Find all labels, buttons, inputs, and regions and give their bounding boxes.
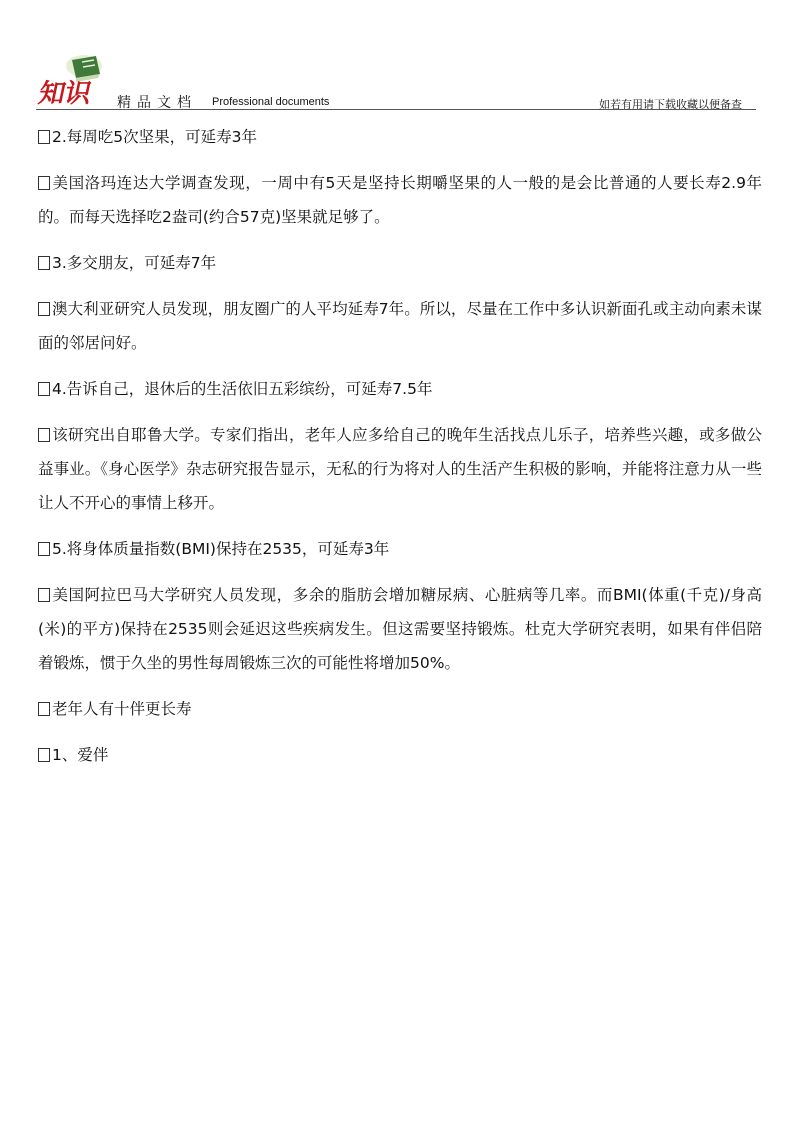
paragraph: 4.告诉自己，退休后的生活依旧五彩缤纷，可延寿7.5年 bbox=[38, 372, 762, 406]
checkbox-glyph-icon bbox=[38, 588, 50, 602]
paragraph: 老年人有十伴更长寿 bbox=[38, 692, 762, 726]
paragraph: 5.将身体质量指数(BMI)保持在2535，可延寿3年 bbox=[38, 532, 762, 566]
document-body bbox=[38, 120, 762, 772]
checkbox-glyph-icon bbox=[38, 302, 50, 316]
header-divider bbox=[36, 109, 756, 110]
svg-text:知识: 知识 bbox=[35, 78, 95, 109]
checkbox-glyph-icon bbox=[38, 176, 50, 190]
paragraph: 2.每周吃5次坚果，可延寿3年 bbox=[38, 120, 762, 154]
paragraph: 3.多交朋友，可延寿7年 bbox=[38, 246, 762, 280]
paragraph: 美国阿拉巴马大学研究人员发现，多余的脂肪会增加糖尿病、心脏病等几率。而BMI(体重(千克)/身高(米)的平方)保持在2535则会延迟这些疾病发生。但这需要坚持锻炼。杜克大学研究表明，如果有伴侣陪着锻炼，惯于久坐的男性每周锻炼三次的可能性将增加50%。 bbox=[38, 586, 762, 672]
checkbox-glyph-icon bbox=[38, 542, 50, 556]
checkbox-glyph-icon bbox=[38, 256, 50, 270]
checkbox-glyph-icon bbox=[38, 130, 50, 144]
paragraph: 1、爱伴 bbox=[38, 738, 762, 772]
brand-title: 精品文档 bbox=[117, 95, 197, 111]
paragraph: 美国洛玛连达大学调查发现，一周中有5天是坚持长期嚼坚果的人一般的是会比普通的人要长寿2.9年的。而每天选择吃2盎司(约合57克)坚果就足够了。 bbox=[38, 174, 762, 226]
checkbox-glyph-icon bbox=[38, 702, 50, 716]
checkbox-glyph-icon bbox=[38, 382, 50, 396]
page-header bbox=[35, 52, 756, 111]
paragraph: 澳大利亚研究人员发现，朋友圈广的人平均延寿7年。所以，尽量在工作中多认识新面孔或主动向素未谋面的邻居问好。 bbox=[38, 300, 762, 352]
header-note: 如若有用请下载收藏以便备查 bbox=[599, 98, 742, 111]
brand-subtitle: Professional documents bbox=[212, 96, 330, 108]
checkbox-glyph-icon bbox=[38, 748, 50, 762]
paragraph: 该研究出自耶鲁大学。专家们指出，老年人应多给自己的晚年生活找点儿乐子，培养些兴趣，或多做公益事业。《身心医学》杂志研究报告显示，无私的行为将对人的生活产生积极的影响，并能将注意力从一些让人不开心的事情上移开。 bbox=[38, 426, 762, 512]
book-logo-icon bbox=[35, 52, 108, 109]
checkbox-glyph-icon bbox=[38, 428, 50, 442]
